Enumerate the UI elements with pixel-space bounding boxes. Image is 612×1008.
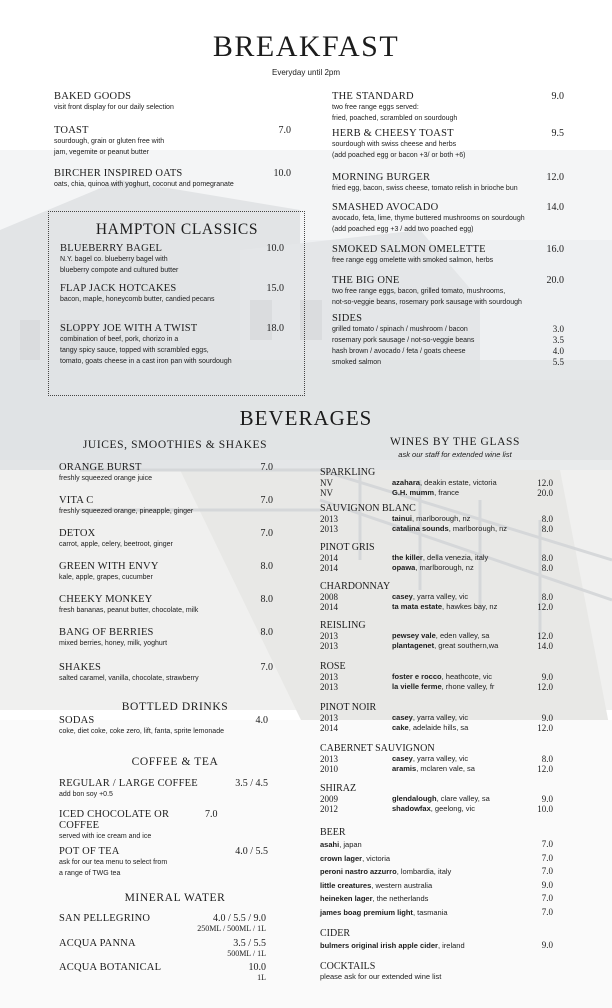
wine-year: 2010 <box>320 764 338 774</box>
wine-name: azahara <box>392 478 420 487</box>
wine-row <box>320 478 553 488</box>
menu-item <box>332 244 564 275</box>
menu-item <box>59 715 268 737</box>
menu-item <box>59 462 273 495</box>
wine-region: , great southern,wa <box>434 641 499 650</box>
wine-region: , yarra valley, vic <box>412 713 469 722</box>
wine-row <box>320 592 553 602</box>
item-price: 8.0 <box>260 594 273 605</box>
item-price: 8.0 <box>260 561 273 572</box>
wine-name: shadowfax <box>392 804 431 813</box>
menu-item <box>54 125 291 168</box>
mineral-water-title: MINERAL WATER <box>124 892 226 904</box>
breakfast-right-column <box>332 91 564 368</box>
wine-row <box>320 713 553 723</box>
side-desc: grilled tomato / spinach / mushroom / bacon <box>332 326 468 333</box>
item-desc: fresh bananas, peanut butter, chocolate, milk <box>59 607 199 614</box>
wine-category: SPARKLING <box>320 467 376 478</box>
beer-region: , victoria <box>362 853 391 863</box>
menu-item <box>59 778 268 809</box>
item-desc: served with ice cream and ice <box>59 833 152 840</box>
wine-price: 8.0 <box>541 592 553 602</box>
wine-row <box>320 514 553 524</box>
side-price: 5.5 <box>552 357 564 367</box>
wine-category: SHIRAZ <box>320 783 357 794</box>
wine-category: CHARDONNAY <box>320 581 391 592</box>
wine-row <box>320 682 553 692</box>
wine-category: REISLING <box>320 620 366 631</box>
item-name: SLOPPY JOE WITH A TWIST <box>60 323 198 334</box>
wine-row <box>320 563 553 573</box>
wine-year: 2014 <box>320 602 338 612</box>
menu-item <box>332 202 564 244</box>
wine-region: , deakin estate, victoria <box>419 478 497 487</box>
item-name: ICED CHOCOLATE OR COFFEE <box>59 809 170 831</box>
beer-name: asahi <box>320 840 340 849</box>
menu-item <box>59 962 266 982</box>
menu-item <box>332 91 564 128</box>
beverages-title: BEVERAGES <box>239 406 373 430</box>
item-price: 3.5 / 5.5 <box>233 938 266 949</box>
item-desc: blueberry compote and cultured butter <box>60 267 179 274</box>
beer-region: , the netherlands <box>372 894 429 903</box>
wine-price: 9.0 <box>541 794 553 804</box>
wine-region: , geelong, vic <box>430 804 475 813</box>
wine-region: , mclaren vale, sa <box>416 764 475 773</box>
wine-name: cake <box>392 723 409 732</box>
wine-year: 2013 <box>320 754 338 764</box>
wine-name: foster e rocco <box>392 672 442 681</box>
wine-name: ta mata estate <box>392 602 443 611</box>
wine-price: 8.0 <box>541 563 553 573</box>
item-name: BANG OF BERRIES <box>59 627 154 638</box>
item-desc: ask for our tea menu to select from <box>59 859 168 866</box>
item-name: HERB & CHEESY TOAST <box>332 128 454 139</box>
wine-price: 9.0 <box>541 713 553 723</box>
wine-price: 8.0 <box>541 524 553 534</box>
item-desc: fried egg, bacon, swiss cheese, tomato relish in brioche bun <box>332 185 518 192</box>
wine-name: the killer <box>392 553 423 562</box>
beer-row <box>320 852 553 866</box>
item-desc: a range of TWG tea <box>59 870 121 877</box>
wine-name: G.H. mumm <box>392 488 435 497</box>
side-desc: hash brown / avocado / feta / goats cheese <box>332 348 466 355</box>
item-desc: free range egg omelette with smoked salmon, herbs <box>332 257 494 264</box>
item-desc: visit front display for our daily selection <box>54 104 174 111</box>
item-name: SODAS <box>59 715 95 726</box>
wine-price: 12.0 <box>537 764 553 774</box>
menu-item <box>59 627 273 662</box>
item-name: ORANGE BURST <box>59 462 142 473</box>
item-desc: not-so-veggie beans, rosemary pork sausage with sourdough <box>332 299 522 306</box>
beer-price: 7.0 <box>541 906 553 917</box>
wine-region: , eden valley, sa <box>435 631 490 640</box>
wine-name: glendalough <box>392 794 437 803</box>
item-name: SAN PELLEGRINO <box>59 913 151 924</box>
item-desc: freshly squeezed orange juice <box>59 475 153 482</box>
wine-name: casey <box>392 713 413 722</box>
wine-region: , yarra valley, vic <box>412 592 469 601</box>
item-desc: tangy spicy sauce, topped with scrambled eggs, <box>60 347 209 354</box>
item-sizes: 500ML / 1L <box>227 949 266 958</box>
bottled-drinks-title: BOTTLED DRINKS <box>121 701 229 713</box>
item-price: 10.0 <box>273 168 291 179</box>
item-sizes: 1L <box>257 973 266 982</box>
beer-row <box>320 906 553 920</box>
item-price: 7.0 <box>260 528 273 539</box>
beer-region: , lombardia, italy <box>396 867 452 876</box>
cider-name: bulmers original irish apple cider <box>320 941 438 950</box>
wine-year: 2013 <box>320 524 338 534</box>
item-name: FLAP JACK HOTCAKES <box>60 283 177 294</box>
item-desc: N.Y. bagel co. blueberry bagel with <box>60 256 168 263</box>
item-price: 12.0 <box>546 172 564 183</box>
juices-title: JUICES, SMOOTHIES & SHAKES <box>82 439 268 451</box>
menu-item <box>60 323 284 367</box>
wines-title: WINES BY THE GLASS <box>390 436 520 448</box>
menu-item <box>59 846 268 879</box>
wine-name: casey <box>392 754 413 763</box>
item-desc: tomato, goats cheese in a cast iron pan with sourdough <box>60 358 232 365</box>
beer-region: , japan <box>339 840 362 849</box>
item-name: DETOX <box>59 528 96 539</box>
wine-region: , yarra valley, vic <box>412 754 469 763</box>
item-price: 16.0 <box>546 244 564 255</box>
menu-item <box>59 528 273 561</box>
wine-region: , marlborough, nz <box>448 524 508 533</box>
item-name: GREEN WITH ENVY <box>59 561 159 572</box>
wine-name: pewsey vale <box>392 631 436 640</box>
item-name: REGULAR / LARGE COFFEE <box>59 778 198 789</box>
juices-list <box>59 462 273 684</box>
wine-group <box>320 542 553 581</box>
breakfast-left-column <box>54 91 291 190</box>
item-name: SHAKES <box>59 662 102 673</box>
wine-row <box>320 764 553 774</box>
beer-title: BEER <box>320 827 346 838</box>
menu-item <box>59 594 273 627</box>
beer-region: , western australia <box>371 880 433 890</box>
item-name: POT OF TEA <box>59 846 120 857</box>
menu-item <box>59 938 266 962</box>
beer-block <box>320 827 553 919</box>
wine-row <box>320 641 553 651</box>
wine-region: , france <box>434 488 460 497</box>
wine-name: opawa <box>392 563 416 572</box>
wine-group <box>320 620 553 661</box>
item-name: MORNING BURGER <box>332 172 431 183</box>
beer-region: , tasmania <box>412 907 448 917</box>
item-desc: (add poached egg +3 / add two poached egg) <box>332 226 474 233</box>
item-price: 7.0 <box>260 662 273 673</box>
item-desc: two free range eggs, bacon, grilled tomato, mushrooms, <box>332 288 506 295</box>
beer-price: 7.0 <box>541 839 553 849</box>
wine-year: 2013 <box>320 641 338 651</box>
cocktails-title: COCKTAILS <box>320 961 376 972</box>
beer-price: 7.0 <box>541 893 553 903</box>
hampton-classics-list <box>60 243 284 367</box>
wine-price: 12.0 <box>537 478 553 488</box>
menu-item <box>59 809 268 846</box>
cocktails-desc: please ask for our extended wine list <box>320 972 442 981</box>
menu-item <box>59 913 266 938</box>
side-price: 3.0 <box>552 324 564 334</box>
beer-price: 7.0 <box>541 852 553 863</box>
item-price: 7.0 <box>260 462 273 473</box>
water-list <box>59 913 266 982</box>
item-desc: coke, diet coke, coke zero, lift, fanta, sprite lemonade <box>59 728 224 735</box>
wine-category: CABERNET SAUVIGNON <box>320 743 435 754</box>
item-desc: sourdough with swiss cheese and herbs <box>332 141 457 148</box>
item-price: 8.0 <box>260 627 273 638</box>
wine-group <box>320 783 553 814</box>
wine-price: 10.0 <box>537 804 553 814</box>
coffee-list <box>59 778 268 879</box>
item-price: 9.5 <box>551 128 564 139</box>
item-desc: mixed berries, honey, milk, yoghurt <box>59 640 168 647</box>
item-name: TOAST <box>54 125 89 136</box>
wine-year: 2012 <box>320 804 338 814</box>
item-price: 10.0 <box>266 243 284 254</box>
wine-name: tainui <box>392 514 412 523</box>
item-desc: carrot, apple, celery, beetroot, ginger <box>59 541 173 548</box>
item-desc: two free range eggs served: <box>332 104 419 111</box>
wine-row <box>320 488 553 498</box>
item-desc: bacon, maple, honeycomb butter, candied pecans <box>60 296 215 303</box>
cider-row <box>320 939 553 952</box>
item-name: ACQUA BOTANICAL <box>59 962 162 973</box>
wine-group <box>320 702 553 743</box>
item-desc: fried, poached, scrambled on sourdough <box>332 115 458 122</box>
item-price: 4.0 <box>255 715 268 726</box>
menu-item <box>332 275 564 313</box>
item-desc: salted caramel, vanilla, chocolate, strawberry <box>59 675 199 682</box>
item-desc: freshly squeezed orange, pineapple, ginger <box>59 508 194 515</box>
wine-row <box>320 723 553 733</box>
beer-price: 7.0 <box>541 866 553 876</box>
item-name: VITA C <box>59 495 94 506</box>
wine-year: 2013 <box>320 713 338 723</box>
cider-title: CIDER <box>320 928 350 939</box>
item-price: 7.0 <box>260 495 273 506</box>
menu-item <box>332 128 564 172</box>
wine-price: 8.0 <box>541 514 553 524</box>
side-desc: rosemary pork sausage / not-so-veggie beans <box>332 337 475 344</box>
item-price: 4.0 / 5.5 / 9.0 <box>212 913 266 924</box>
beer-name: heineken lager <box>320 894 373 903</box>
wine-group <box>320 661 553 702</box>
wine-price: 12.0 <box>537 723 553 733</box>
item-price: 20.0 <box>546 275 564 286</box>
menu-item <box>59 662 273 684</box>
item-name: BIRCHER INSPIRED OATS <box>54 168 183 179</box>
item-price: 7.0 <box>278 125 291 136</box>
menu-item <box>59 561 273 594</box>
item-desc: avocado, feta, lime, thyme buttered mushrooms on sourdough <box>332 215 525 222</box>
wine-row <box>320 602 553 612</box>
cider-price: 9.0 <box>541 940 553 950</box>
wine-row <box>320 672 553 682</box>
item-desc: sourdough, grain or gluten free with <box>54 138 165 145</box>
side-desc: smoked salmon <box>332 359 382 366</box>
wine-price: 14.0 <box>537 641 553 651</box>
sides-block <box>332 313 564 368</box>
wine-group <box>320 467 553 503</box>
item-price: 10.0 <box>248 962 266 973</box>
beer-name: james boag premium light <box>320 907 413 917</box>
wine-price: 9.0 <box>541 672 553 682</box>
beer-name: peroni nastro azzurro <box>320 867 397 876</box>
item-desc: add bon soy +0.5 <box>59 791 113 798</box>
wine-group <box>320 743 553 783</box>
coffee-tea-title: COFFEE & TEA <box>131 756 219 768</box>
wine-row <box>320 553 553 563</box>
wine-row <box>320 794 553 804</box>
page-subtitle: Everyday until 2pm <box>271 68 341 77</box>
cider-region: , ireland <box>437 941 465 950</box>
item-price: 15.0 <box>266 283 284 294</box>
page-title: BREAKFAST <box>212 30 400 63</box>
item-name: CHEEKY MONKEY <box>59 594 153 605</box>
wine-region: , hawkes bay, nz <box>442 602 498 611</box>
wine-year: 2013 <box>320 682 338 692</box>
wine-row <box>320 754 553 764</box>
wine-year: 2014 <box>320 723 338 733</box>
wine-year: 2008 <box>320 592 338 602</box>
wine-region: , della venezia, italy <box>422 553 489 562</box>
sides-title: SIDES <box>332 313 363 324</box>
wine-name: plantagenet <box>392 641 435 650</box>
item-price: 4.0 / 5.5 <box>235 846 268 857</box>
cider-block <box>320 928 553 952</box>
wine-category: ROSE <box>320 661 346 672</box>
item-desc: jam, vegemite or peanut butter <box>54 149 149 156</box>
wine-list <box>320 467 553 814</box>
item-desc: combination of beef, pork, chorizo in a <box>60 336 179 343</box>
item-name: SMOKED SALMON OMELETTE <box>332 244 486 255</box>
wine-region: , clare valley, sa <box>436 794 490 803</box>
menu-item <box>60 283 284 323</box>
beer-row <box>320 892 553 906</box>
item-price: 18.0 <box>266 323 284 334</box>
item-name: THE STANDARD <box>332 91 414 102</box>
item-price: 3.5 / 4.5 <box>235 778 268 789</box>
beer-name: crown lager <box>320 853 363 863</box>
item-name: SMASHED AVOCADO <box>332 202 439 213</box>
wine-category: SAUVIGNON BLANC <box>320 503 416 514</box>
item-name: THE BIG ONE <box>332 275 400 286</box>
menu-item <box>60 243 284 283</box>
wine-year: NV <box>320 488 333 498</box>
wine-price: 8.0 <box>541 754 553 764</box>
wine-price: 12.0 <box>537 631 553 641</box>
item-name: BAKED GOODS <box>54 91 132 102</box>
wine-region: , rhone valley, fr <box>441 682 495 691</box>
item-price: 14.0 <box>546 202 564 213</box>
wine-price: 8.0 <box>541 553 553 563</box>
item-desc: (add poached egg or bacon +3/ or both +6) <box>332 152 466 159</box>
wine-year: 2013 <box>320 514 338 524</box>
wine-name: la vielle ferme <box>392 682 442 691</box>
hampton-classics-title: HAMPTON CLASSICS <box>95 221 259 238</box>
wine-year: 2014 <box>320 563 338 573</box>
side-price: 3.5 <box>552 335 564 345</box>
wine-category: PINOT NOIR <box>320 702 377 713</box>
wine-year: NV <box>320 478 333 488</box>
wine-name: casey <box>392 592 413 601</box>
item-desc: oats, chia, quinoa with yoghurt, coconut and pomegranate <box>54 181 234 188</box>
wine-row <box>320 524 553 534</box>
wine-row <box>320 631 553 641</box>
item-price: 9.0 <box>551 91 564 102</box>
beer-name: little creatures <box>320 880 372 890</box>
wine-year: 2013 <box>320 672 338 682</box>
side-price: 4.0 <box>552 346 564 356</box>
wine-year: 2009 <box>320 794 338 804</box>
wine-price: 12.0 <box>537 602 553 612</box>
wine-year: 2013 <box>320 631 338 641</box>
item-desc: kale, apple, grapes, cucumber <box>59 574 153 581</box>
beer-row <box>320 879 553 893</box>
item-price: 7.0 <box>205 809 218 820</box>
wine-category: PINOT GRIS <box>320 542 375 553</box>
cocktails-block <box>320 961 553 981</box>
menu-item <box>54 91 291 125</box>
wine-group <box>320 581 553 620</box>
menu-item <box>332 172 564 202</box>
wine-year: 2014 <box>320 553 338 563</box>
wine-price: 20.0 <box>537 488 553 498</box>
wine-name: aramis <box>392 764 417 773</box>
wine-region: , marlborough, nz <box>415 563 474 572</box>
wine-price: 12.0 <box>537 682 553 692</box>
beer-row <box>320 838 553 852</box>
menu-item <box>54 168 291 190</box>
wine-group <box>320 503 553 542</box>
wine-region: , marlborough, nz <box>412 514 471 523</box>
item-name: BLUEBERRY BAGEL <box>60 243 163 254</box>
wine-name: catalina sounds <box>392 524 449 533</box>
item-name: ACQUA PANNA <box>59 938 136 949</box>
beer-price: 9.0 <box>541 879 553 890</box>
wine-region: , adelaide hills, sa <box>408 723 469 732</box>
wine-row <box>320 804 553 814</box>
menu-item <box>59 495 273 528</box>
wines-subtitle: ask our staff for extended wine list <box>398 450 512 459</box>
beer-row <box>320 865 553 879</box>
item-sizes: 250ML / 500ML / 1L <box>197 924 266 933</box>
wine-region: , heathcote, vic <box>441 672 493 681</box>
